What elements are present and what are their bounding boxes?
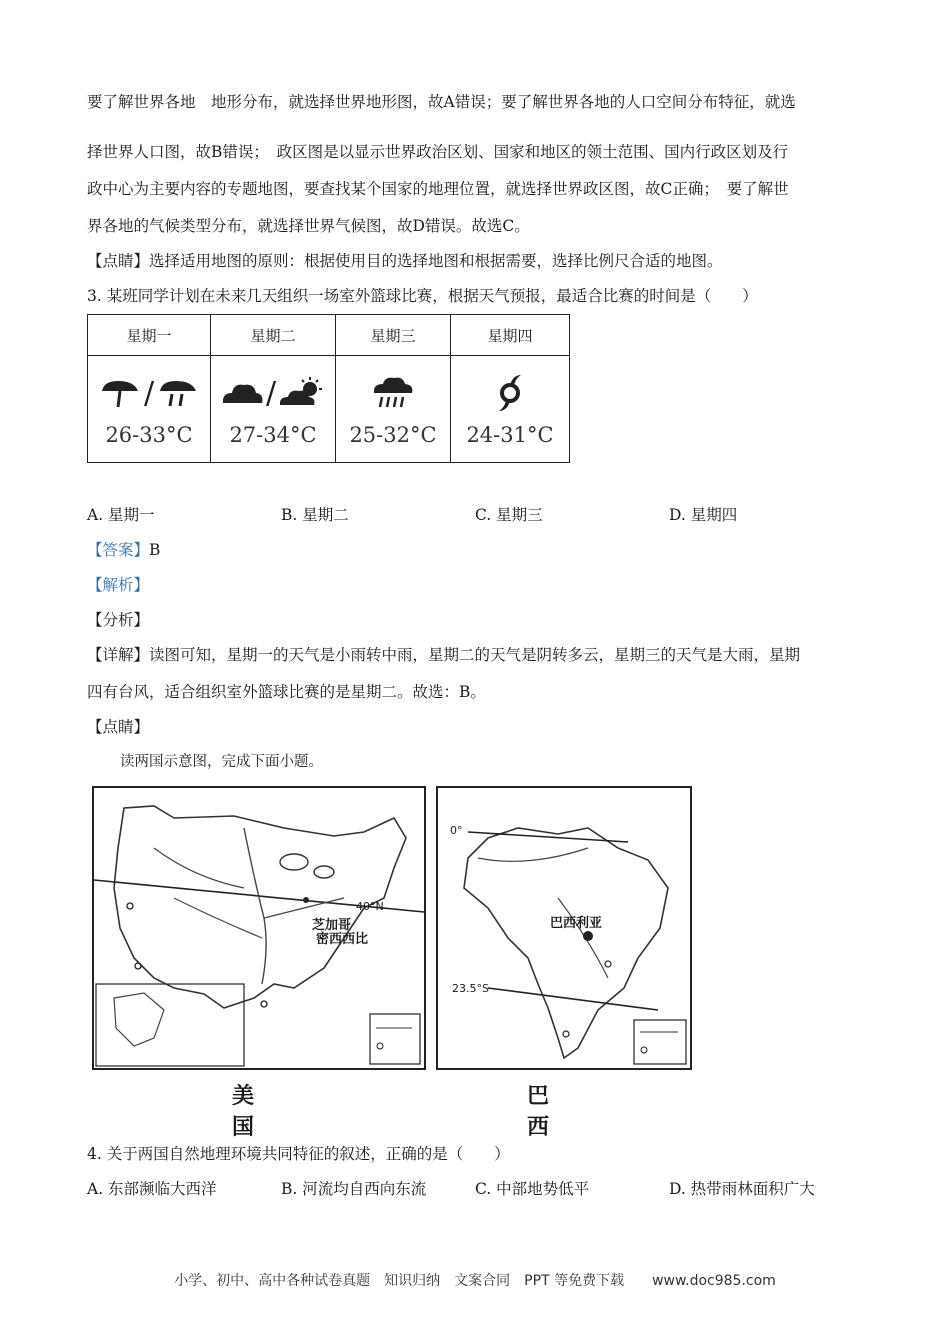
temperature-range: 26-33°C [105,423,193,447]
moderate-rain-icon [156,375,200,411]
maps-intro: 读两国示意图，完成下面小题。 [120,754,323,770]
weather-cell [451,356,570,463]
q3-question: 3. 某班同学计划在未来几天组织一场室外篮球比赛，根据天气预报，最适合比赛的时间是（ ） [87,287,758,305]
usa-map [92,786,426,1070]
day-header: 星期一 [88,315,211,356]
intro-line-3: 政中心为主要内容的专题地图，要查找某个国家的地理位置，就选择世界政区图，故C正确； 要了解世 [87,180,789,198]
detail-line-1: 【详解】读图可知，星期一的天气是小雨转中雨，星期二的天气是阴转多云，星期三的天气是大雨，星期 [87,646,801,664]
typhoon-icon [495,373,525,413]
brazil-map [436,786,692,1070]
light-rain-icon [98,375,142,411]
option-b[interactable]: B. 星期二 [281,506,349,524]
q4-question: 4. 关于两国自然地理环境共同特征的叙述，正确的是（ ） [87,1145,510,1163]
option-a[interactable]: A. 星期一 [87,506,155,524]
option-d[interactable]: D. 星期四 [669,506,738,524]
day-header: 星期三 [336,315,451,356]
brazil-city-label: 巴西利亚 [550,916,603,931]
q3-tip: 【点睛】 [87,718,150,736]
brazil-caption: 巴西 [527,1083,550,1140]
weather-cell [211,356,336,463]
slash-separator: / [265,375,277,411]
intro-line-2: 择世界人口图，故B错误； 政区图是以显示世界政治区划、国家和地区的领土范围、国内行政区划及行 [87,143,789,161]
intro-tip: 【点睛】选择适用地图的原则：根据使用目的选择地图和根据需要，选择比例尺合适的地图。 [87,252,723,270]
option-a[interactable]: A. 东部濒临大西洋 [87,1180,217,1198]
intro-line-1: 要了解世界各地 地形分布，就选择世界地形图，故A错误；要了解世界各地的人口空间分布特征，就选 [87,93,796,111]
slash-separator: / [143,375,155,411]
option-d[interactable]: D. 热带雨林面积广大 [669,1180,815,1198]
brazil-tropic-label: 23.5°S [452,982,489,995]
temperature-range: 27-34°C [229,423,317,447]
option-c[interactable]: C. 中部地势低平 [475,1180,590,1198]
day-header: 星期二 [211,315,336,356]
usa-region-label: 密西西比 [316,932,369,947]
temperature-range: 25-32°C [349,423,437,447]
weather-cell [88,356,211,463]
option-b[interactable]: B. 河流均自西向东流 [281,1180,427,1198]
usa-latitude-label: 40°N [356,900,384,913]
temperature-range: 24-31°C [466,423,554,447]
usa-city-label: 芝加哥 [312,918,352,933]
heavy-rain-icon [370,373,416,413]
page-footer[interactable]: 小学、初中、高中各种试卷真题 知识归纳 文案合同 PPT 等免费下载 www.doc985.com [174,1273,776,1289]
weather-cell [336,356,451,463]
answer-label: 【答案】 [87,541,150,559]
intro-line-4: 界各地的气候类型分布，就选择世界气候图，故D错误。故选C。 [87,217,530,235]
answer-value: B [149,541,161,559]
overcast-icon [220,375,264,411]
answer-line [87,538,160,560]
fenxi-label: 【分析】 [87,611,150,629]
option-c[interactable]: C. 星期三 [475,506,543,524]
day-header: 星期四 [451,315,570,356]
analysis-label: 【解析】 [87,576,150,594]
usa-caption: 美国 [232,1083,255,1140]
detail-line-2: 四有台风，适合组织室外篮球比赛的是星期二。故选：B。 [87,683,486,701]
brazil-equator-label: 0° [450,824,463,837]
partly-cloudy-icon [278,375,326,411]
weather-table [87,314,570,463]
